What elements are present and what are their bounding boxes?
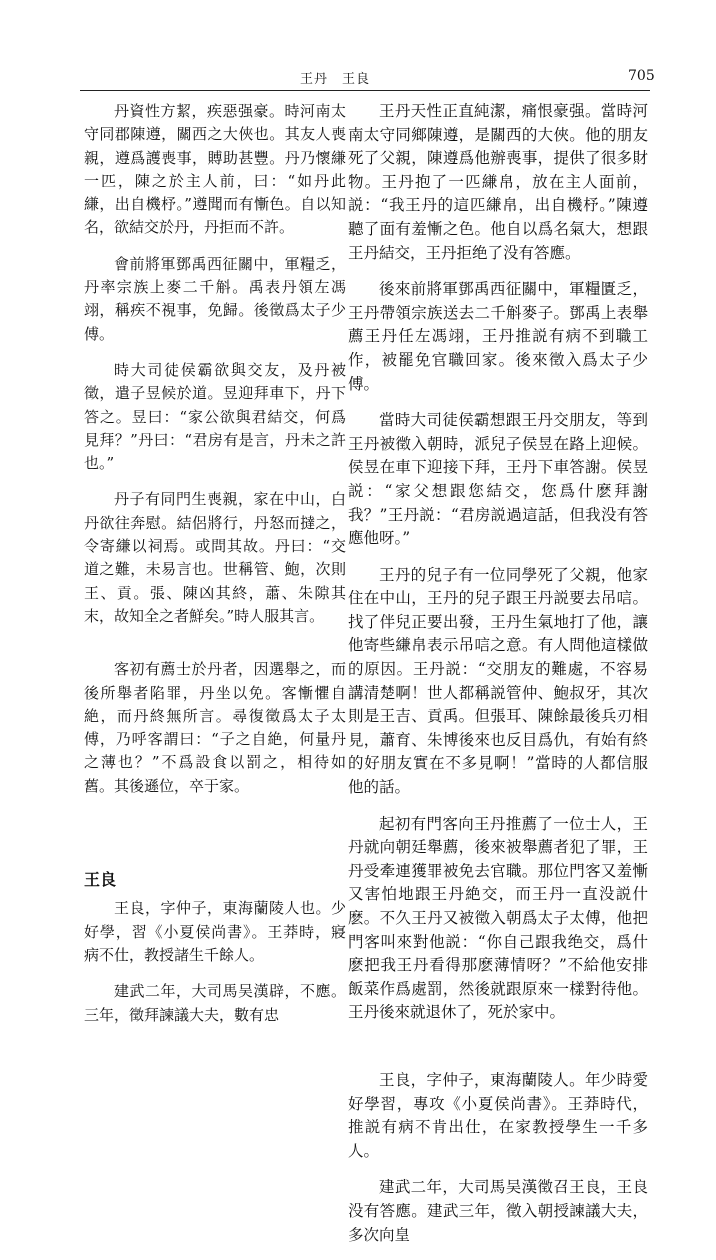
classical-paragraph: 丹子有同門生喪親，家在中山，白丹欲往奔慰。結侶將行，丹怒而撻之，令寄縑以祠焉。或問其故。丹曰：“交道之難，未易言也。世稱管、鮑，次則王、貢。張、陳凶其終，蕭、朱隙其末，故知全之者鮮矣。”時人服其言。 bbox=[84, 490, 346, 625]
classical-paragraph: 時大司徒侯霸欲與交友，及丹被徵，遣子昱候於道。昱迎拜車下，丹下答之。昱曰：“家公欲與君結交，何爲見拜？”丹曰：“君房有是言，丹未之許也。” bbox=[84, 360, 346, 473]
classical-paragraph: 會前將軍鄧禹西征關中，軍糧乏，丹率宗族上麥二千斛。禹表丹領左馮翊，稱疾不視事，免歸。後徵爲太子少傅。 bbox=[84, 254, 346, 343]
classical-paragraph: 建武二年，大司馬吴漢辟，不應。三年，徵拜諫議大夫，數有忠 bbox=[84, 982, 346, 1024]
translation-paragraph: 王良，字仲子，東海蘭陵人。年少時愛好學習，專攻《小夏侯尚書》。王莽時代，推説有病不肯出仕，在家教授學生一千多人。 bbox=[348, 1070, 648, 1160]
section-heading: 王良 bbox=[84, 870, 117, 890]
translation-paragraph: 當時大司徒侯霸想跟王丹交朋友，等到王丹被徵入朝時，派兒子侯昱在路上迎候。侯昱在車下迎接下拜，王丹下車答謝。侯昱説：“家父想跟您結交，您爲什麽拜謝我？”王丹説：“君房説過這話，但我没有答應他呀。” bbox=[348, 411, 648, 548]
translation-paragraph: 建武二年，大司馬吴漢徵召王良，王良没有答應。建武三年，徵入朝授諫議大夫，多次向皇 bbox=[348, 1178, 648, 1244]
classical-text-column bbox=[84, 100, 346, 1040]
translation-paragraph: 王丹的兒子有一位同學死了父親，他家住在中山，王丹的兒子跟王丹説要去吊唁。找了伴兒正要出發，王丹生氣地打了他，讓他寄些縑帛表示吊唁之意。有人問他這樣做的原因。王丹説：“交朋友的難處，不容易講清楚啊！世人都稱説管仲、鮑叔牙，其次則是王吉、貢禹。但張耳、陳餘最後兵刃相見，蕭育、朱博後來也反目爲仇，有始有終的好朋友實在不多見啊！”當時的人都信服他的話。 bbox=[348, 565, 648, 797]
page-number: 705 bbox=[628, 68, 655, 84]
translation-paragraph: 王丹天性正直純潔，痛恨豪强。當時河南太守同鄉陳遵，是關西的大俠。他的朋友死了父親，陳遵爲他辦喪事，提供了很多財物。王丹抱了一匹縑帛，放在主人面前，説：“我王丹的這匹縑帛，出自機杼。”陳遵聽了面有羞慚之色。他自以爲名氣大，想跟王丹結交，王丹拒绝了没有答應。 bbox=[348, 102, 648, 262]
header-rule bbox=[80, 90, 650, 91]
classical-paragraph: 客初有薦士於丹者，因選舉之，而後所舉者陷罪，丹坐以免。客慚懼自絶，而丹終無所言。尋復徵爲太子太傅，乃呼客謂曰：“子之自絶，何量丹之薄也？”不爲設食以罰之，相待如舊。其後遜位，卒于家。 bbox=[84, 660, 346, 795]
running-title: 王丹 王良 bbox=[300, 72, 371, 87]
translation-paragraph: 起初有門客向王丹推薦了一位士人，王丹就向朝廷舉薦，後來被舉薦者犯了罪，王丹受牽連獲罪被免去官職。那位門客又羞慚又害怕地跟王丹絶交，而王丹一直没説什麽。不久王丹又被徵入朝爲太子太傅，他把門客叫來對他説：“你自己跟我绝交，爲什麽把我王丹看得那麽薄情呀？”不給他安排飯菜作爲處罰，然後就跟原來一樣對待他。王丹後來就退休了，死於家中。 bbox=[348, 814, 648, 1022]
translation-paragraph: 後來前將軍鄧禹西征關中，軍糧匱乏，王丹帶領宗族送去二千斛麥子。鄧禹上表舉薦王丹任左馮翊，王丹推説有病不到職工作，被罷免官職回家。後來徵入爲太子少傅。 bbox=[348, 280, 648, 393]
classical-paragraph: 王良，字仲子，東海蘭陵人也。少好學，習《小夏侯尚書》。王莽時，寢病不仕，教授諸生千餘人。 bbox=[84, 899, 346, 964]
classical-paragraph: 丹資性方絜，疾惡强豪。時河南太守同郡陳遵，關西之大俠也。其友人喪親，遵爲護喪事，賻助甚豐。丹乃懷縑一匹，陳之於主人前，曰：“如丹此縑，出自機杼。”遵聞而有慚色。自以知名，欲結交於丹，丹拒而不許。 bbox=[84, 102, 346, 237]
translation-column bbox=[348, 100, 648, 1260]
page-header bbox=[0, 68, 716, 90]
